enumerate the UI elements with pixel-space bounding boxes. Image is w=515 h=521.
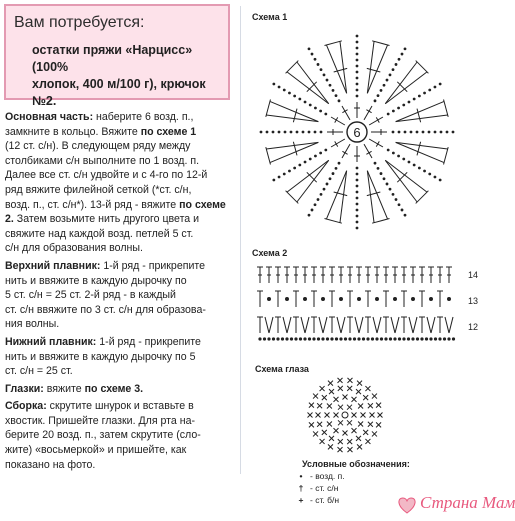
chain-dot bbox=[356, 209, 359, 212]
chain-dot bbox=[413, 164, 416, 167]
chain-dot bbox=[313, 338, 315, 340]
chain-dot bbox=[404, 47, 407, 50]
chain-dot bbox=[314, 58, 317, 61]
chain-dot bbox=[259, 338, 261, 340]
stitch-v-right bbox=[323, 317, 327, 333]
chain-dot bbox=[407, 338, 409, 340]
chain-dot bbox=[356, 47, 359, 50]
chain-dot bbox=[317, 338, 319, 340]
chain-dot bbox=[326, 183, 329, 186]
chain-dot bbox=[308, 214, 311, 217]
chain-dot bbox=[320, 193, 323, 196]
watermark-text: Страна Мам bbox=[420, 493, 515, 512]
chain-dot bbox=[299, 338, 301, 340]
chain-dot bbox=[356, 197, 359, 200]
chain-dot bbox=[448, 298, 451, 301]
chain-dot bbox=[314, 155, 317, 158]
chain-dot bbox=[446, 131, 449, 134]
chain-dot bbox=[358, 298, 361, 301]
chain-dot bbox=[329, 84, 332, 87]
stitch-v-right bbox=[431, 317, 435, 333]
stitch-top bbox=[372, 41, 389, 46]
chain-dot bbox=[374, 99, 377, 102]
stitch-crossbar bbox=[293, 109, 297, 123]
chain-dot bbox=[288, 170, 291, 173]
chain-dot bbox=[416, 131, 419, 134]
stitch-post bbox=[342, 144, 350, 158]
chain-dot bbox=[356, 41, 359, 44]
stitch-post bbox=[331, 117, 345, 125]
chain-dot bbox=[428, 131, 431, 134]
chain-dot bbox=[439, 338, 441, 340]
chain-dot bbox=[344, 338, 346, 340]
stitch-top bbox=[416, 61, 429, 74]
chain-dot bbox=[268, 298, 271, 301]
chain-dot bbox=[430, 298, 433, 301]
chain-dot bbox=[402, 104, 405, 107]
stitch-crossbar bbox=[342, 110, 347, 113]
stitch-post bbox=[364, 106, 372, 120]
materials-line: №2. bbox=[32, 94, 57, 108]
upper-fin-heading: Верхний плавник: bbox=[5, 259, 101, 272]
chain-dot bbox=[367, 338, 369, 340]
stitch-crossbar bbox=[293, 142, 297, 156]
chain-dot bbox=[308, 131, 311, 134]
stitch-v-left bbox=[265, 317, 269, 333]
chain-dot bbox=[392, 131, 395, 134]
chain-dot bbox=[277, 338, 279, 340]
stitch-top bbox=[324, 41, 341, 46]
chain-dot bbox=[423, 170, 426, 173]
chain-dot bbox=[308, 338, 310, 340]
chain-dot bbox=[324, 149, 327, 152]
chain-dot bbox=[389, 338, 391, 340]
scheme1-chart bbox=[250, 24, 465, 239]
chain-dot bbox=[434, 176, 437, 179]
chain-dot bbox=[395, 63, 398, 66]
chain-dot bbox=[412, 338, 414, 340]
chain-dot bbox=[398, 203, 401, 206]
stitch-v-left bbox=[337, 317, 341, 333]
chain-dot bbox=[386, 183, 389, 186]
chain-dot bbox=[272, 83, 275, 86]
materials-box bbox=[4, 4, 230, 108]
chain-dot bbox=[317, 198, 320, 201]
stitch-crossbar bbox=[342, 151, 347, 154]
scheme1-caption: Схема 1 bbox=[252, 12, 288, 22]
legend-item-single: + - ст. б/н bbox=[292, 495, 339, 505]
stitch-top bbox=[416, 191, 429, 204]
chain-dot bbox=[402, 158, 405, 161]
chain-dot bbox=[311, 53, 314, 56]
chain-dot bbox=[356, 167, 359, 170]
chain-dot bbox=[290, 338, 292, 340]
single-crochet-icon: + bbox=[298, 495, 304, 505]
chain-dot bbox=[263, 338, 265, 340]
chain-dot bbox=[283, 173, 286, 176]
chain-dot bbox=[416, 338, 418, 340]
chain-dot bbox=[389, 188, 392, 191]
chain-dot bbox=[356, 173, 359, 176]
materials-line: остатки пряжи «Нарцисс» (100% bbox=[32, 43, 193, 74]
scheme2-row-label: 14 bbox=[468, 270, 479, 280]
chain-dot bbox=[377, 94, 380, 97]
chain-dot bbox=[408, 161, 411, 164]
chain-dot bbox=[356, 77, 359, 80]
chain-dot bbox=[326, 79, 329, 82]
chain-dot bbox=[356, 35, 359, 38]
scheme2-caption: Схема 2 bbox=[252, 248, 288, 258]
chain-dot bbox=[349, 338, 351, 340]
chain-dot bbox=[332, 172, 335, 175]
stitch-crossbar bbox=[367, 68, 381, 72]
chain-stitch-icon: • bbox=[299, 471, 303, 481]
chain-dot bbox=[296, 131, 299, 134]
stitch-top bbox=[444, 99, 449, 116]
chain-dot bbox=[293, 167, 296, 170]
chain-dot bbox=[338, 162, 341, 165]
stitch-top bbox=[286, 191, 299, 204]
chain-dot bbox=[331, 338, 333, 340]
chain-dot bbox=[322, 338, 324, 340]
legend-title: Условные обозначения: bbox=[302, 459, 410, 469]
stitch-top bbox=[266, 147, 271, 164]
stitch-top bbox=[266, 99, 271, 116]
stitch-v-left bbox=[409, 317, 413, 333]
chain-dot bbox=[320, 68, 323, 71]
chain-dot bbox=[324, 113, 327, 116]
chain-dot bbox=[340, 298, 343, 301]
stitch-v-right bbox=[377, 317, 381, 333]
stitch-v-right bbox=[341, 317, 345, 333]
chain-dot bbox=[356, 95, 359, 98]
chain-dot bbox=[380, 338, 382, 340]
chain-dot bbox=[266, 131, 269, 134]
legend-item-chain: • - возд. п. bbox=[292, 471, 345, 481]
stitch-crossbar bbox=[366, 151, 371, 154]
chain-dot bbox=[374, 162, 377, 165]
chain-dot bbox=[418, 95, 421, 98]
materials-text bbox=[32, 42, 226, 110]
chain-dot bbox=[392, 68, 395, 71]
chain-dot bbox=[387, 113, 390, 116]
chain-dot bbox=[383, 84, 386, 87]
lower-fin-paragraph: Нижний плавник: 1-й ряд - прикрепите нить и ввяжите в каждую дырочку по 5 ст. с/н = 25 ст. bbox=[5, 335, 201, 378]
chain-dot bbox=[398, 338, 400, 340]
instructions bbox=[5, 110, 237, 475]
chain-dot bbox=[293, 95, 296, 98]
stitch-v-right bbox=[359, 317, 363, 333]
chain-dot bbox=[398, 131, 401, 134]
chain-dot bbox=[309, 158, 312, 161]
upper-fin-paragraph: Верхний плавник: 1-й ряд - прикрепите нить и ввяжите в каждую дырочку по 5 ст. с/н = 25 ст. 2-й ряд - в каждый ст. с/н ввяжите по 3 ст. с/н для образова- ния волны. bbox=[5, 259, 206, 331]
chain-dot bbox=[394, 298, 397, 301]
chain-dot bbox=[268, 338, 270, 340]
chain-dot bbox=[356, 83, 359, 86]
chain-dot bbox=[322, 298, 325, 301]
chain-dot bbox=[410, 131, 413, 134]
chain-dot bbox=[314, 131, 317, 134]
chain-dot bbox=[439, 83, 442, 86]
assembly-heading: Сборка: bbox=[5, 400, 47, 413]
chain-dot bbox=[356, 185, 359, 188]
stitch-v-right bbox=[449, 317, 453, 333]
chain-dot bbox=[356, 179, 359, 182]
stitch-top bbox=[372, 219, 389, 224]
chain-dot bbox=[397, 107, 400, 110]
chain-dot bbox=[425, 338, 427, 340]
chain-dot bbox=[434, 131, 437, 134]
chain-dot bbox=[311, 209, 314, 212]
chain-dot bbox=[362, 338, 364, 340]
stitch-crossbar bbox=[367, 192, 381, 196]
chain-dot bbox=[332, 89, 335, 92]
chain-dot bbox=[323, 188, 326, 191]
eye-center-ring bbox=[342, 412, 348, 418]
chain-dot bbox=[401, 53, 404, 56]
chain-dot bbox=[286, 298, 289, 301]
chain-dot bbox=[434, 338, 436, 340]
chain-dot bbox=[320, 131, 323, 134]
chain-dot bbox=[295, 338, 297, 340]
chain-dot bbox=[403, 338, 405, 340]
stitch-v-left bbox=[319, 317, 323, 333]
stitch-crossbar bbox=[335, 141, 338, 146]
chain-dot bbox=[335, 167, 338, 170]
chain-dot bbox=[338, 99, 341, 102]
chain-dot bbox=[308, 47, 311, 50]
chain-dot bbox=[356, 227, 359, 230]
chain-dot bbox=[376, 338, 378, 340]
stitch-v-right bbox=[287, 317, 291, 333]
materials-title: Вам потребуется: bbox=[14, 14, 145, 31]
stitch-v-right bbox=[413, 317, 417, 333]
stitch-crossbar bbox=[334, 192, 348, 196]
scheme2-row-label: 13 bbox=[468, 296, 479, 306]
scheme1-center-label: 6 bbox=[353, 125, 361, 140]
chain-dot bbox=[430, 338, 432, 340]
chain-dot bbox=[281, 338, 283, 340]
chain-dot bbox=[298, 98, 301, 101]
column-divider bbox=[240, 6, 241, 474]
chain-dot bbox=[272, 131, 275, 134]
main-part-heading: Основная часть: bbox=[5, 111, 94, 123]
stitch-crossbar bbox=[417, 142, 421, 156]
chain-dot bbox=[288, 92, 291, 95]
scheme2-chart bbox=[256, 263, 461, 343]
assembly-paragraph: Сборка: скрутите шнурок и вставьте в хвостик. Пришейте глазки. Для рта на- берите 20 возд. п., затем скрутите (сло- жите) «восьмеркой» и пришейте, как показано на фото. bbox=[5, 400, 201, 471]
chain-dot bbox=[385, 338, 387, 340]
chain-dot bbox=[428, 89, 431, 92]
chain-dot bbox=[278, 131, 281, 134]
chain-dot bbox=[452, 131, 455, 134]
chain-dot bbox=[290, 131, 293, 134]
chain-dot bbox=[448, 338, 450, 340]
chain-dot bbox=[395, 198, 398, 201]
chain-dot bbox=[304, 298, 307, 301]
chain-dot bbox=[353, 338, 355, 340]
chain-dot bbox=[335, 94, 338, 97]
chain-dot bbox=[398, 58, 401, 61]
chain-dot bbox=[356, 65, 359, 68]
lower-fin-heading: Нижний плавник: bbox=[5, 335, 97, 348]
stitch-top bbox=[324, 219, 341, 224]
chain-dot bbox=[356, 89, 359, 92]
chain-dot bbox=[371, 338, 373, 340]
chain-dot bbox=[423, 92, 426, 95]
chain-dot bbox=[317, 63, 320, 66]
main-part-paragraph: Основная часть: наберите 6 возд. п., замкните в кольцо. Вяжите по схеме 1 (12 ст. с/н). В следующем ряду между столбиками с/н выполните по 1 возд. п. Далее все ст. с/н удвойте и с 4-го по 12-й ряд вяжите филейной сеткой (*ст. с/н, возд. п., ст. с/н*). 13-й ряд - вяжите по схеме 2. Затем возьмите нить другого цвета и свяжите над каждой возд. петлей 5 ст. с/н для образования волны. bbox=[5, 111, 226, 255]
chain-dot bbox=[356, 215, 359, 218]
chain-dot bbox=[408, 101, 411, 104]
stitch-crossbar bbox=[417, 109, 421, 123]
chain-dot bbox=[356, 221, 359, 224]
chain-dot bbox=[356, 71, 359, 74]
chain-dot bbox=[443, 338, 445, 340]
legend-item-double: † - ст. с/н bbox=[292, 483, 338, 493]
chain-dot bbox=[412, 298, 415, 301]
chain-dot bbox=[422, 131, 425, 134]
stitch-v-right bbox=[305, 317, 309, 333]
chain-dot bbox=[404, 214, 407, 217]
chain-dot bbox=[376, 298, 379, 301]
chain-dot bbox=[404, 131, 407, 134]
chain-dot bbox=[278, 176, 281, 179]
stitch-post bbox=[342, 106, 350, 120]
stitch-v-left bbox=[391, 317, 395, 333]
stitch-post bbox=[331, 139, 345, 147]
chain-dot bbox=[387, 149, 390, 152]
chain-dot bbox=[283, 89, 286, 92]
chain-dot bbox=[394, 338, 396, 340]
chain-dot bbox=[356, 203, 359, 206]
chain-dot bbox=[439, 179, 442, 182]
chain-dot bbox=[260, 131, 263, 134]
stitch-v-left bbox=[301, 317, 305, 333]
chain-dot bbox=[413, 98, 416, 101]
chain-dot bbox=[389, 73, 392, 76]
chain-dot bbox=[380, 172, 383, 175]
chain-dot bbox=[428, 173, 431, 176]
chain-dot bbox=[377, 167, 380, 170]
chain-dot bbox=[278, 86, 281, 89]
stitch-v-right bbox=[395, 317, 399, 333]
stitch-crossbar bbox=[334, 68, 348, 72]
chain-dot bbox=[272, 338, 274, 340]
chain-dot bbox=[383, 177, 386, 180]
chain-dot bbox=[452, 338, 454, 340]
chain-dot bbox=[386, 79, 389, 82]
chain-dot bbox=[304, 338, 306, 340]
stitch-top bbox=[444, 147, 449, 164]
chain-dot bbox=[319, 152, 322, 155]
eye-scheme-caption: Схема глаза bbox=[255, 364, 309, 374]
stitch-v-left bbox=[355, 317, 359, 333]
chain-dot bbox=[314, 107, 317, 110]
chain-dot bbox=[323, 73, 326, 76]
stitch-v-right bbox=[269, 317, 273, 333]
chain-dot bbox=[304, 161, 307, 164]
chain-dot bbox=[286, 338, 288, 340]
chain-dot bbox=[298, 164, 301, 167]
chain-dot bbox=[356, 191, 359, 194]
chain-dot bbox=[392, 193, 395, 196]
stitch-post bbox=[364, 144, 372, 158]
stitch-post bbox=[369, 117, 383, 125]
chain-dot bbox=[314, 203, 317, 206]
eyes-heading: Глазки: bbox=[5, 382, 44, 395]
materials-line: хлопок, 400 м/100 г), крючок bbox=[32, 77, 206, 91]
chain-dot bbox=[340, 338, 342, 340]
chain-dot bbox=[434, 86, 437, 89]
chain-dot bbox=[335, 338, 337, 340]
chain-dot bbox=[397, 155, 400, 158]
stitch-crossbar bbox=[376, 141, 379, 146]
chain-dot bbox=[401, 209, 404, 212]
chain-dot bbox=[356, 59, 359, 62]
stitch-crossbar bbox=[366, 110, 371, 113]
stitch-crossbar bbox=[335, 117, 338, 122]
chain-dot bbox=[272, 179, 275, 182]
eyes-paragraph: Глазки: вяжите по схеме 3. bbox=[5, 382, 144, 395]
chain-dot bbox=[356, 53, 359, 56]
stitch-v-left bbox=[283, 317, 287, 333]
chain-dot bbox=[284, 131, 287, 134]
chain-dot bbox=[440, 131, 443, 134]
chain-dot bbox=[380, 89, 383, 92]
stitch-v-left bbox=[373, 317, 377, 333]
stitch-crossbar bbox=[376, 117, 379, 122]
double-crochet-icon: † bbox=[298, 483, 304, 493]
chain-dot bbox=[392, 152, 395, 155]
stitch-top bbox=[286, 61, 299, 74]
stitch-post bbox=[369, 139, 383, 147]
chain-dot bbox=[418, 167, 421, 170]
chain-dot bbox=[319, 110, 322, 113]
stitch-v-left bbox=[445, 317, 449, 333]
chain-dot bbox=[421, 338, 423, 340]
scheme2-row-label: 12 bbox=[468, 322, 479, 332]
chain-dot bbox=[392, 110, 395, 113]
eye-scheme-chart bbox=[305, 375, 385, 455]
chain-dot bbox=[304, 101, 307, 104]
chain-dot bbox=[329, 177, 332, 180]
stitch-v-left bbox=[427, 317, 431, 333]
chain-dot bbox=[302, 131, 305, 134]
chain-dot bbox=[309, 104, 312, 107]
chain-dot bbox=[358, 338, 360, 340]
chain-dot bbox=[326, 338, 328, 340]
